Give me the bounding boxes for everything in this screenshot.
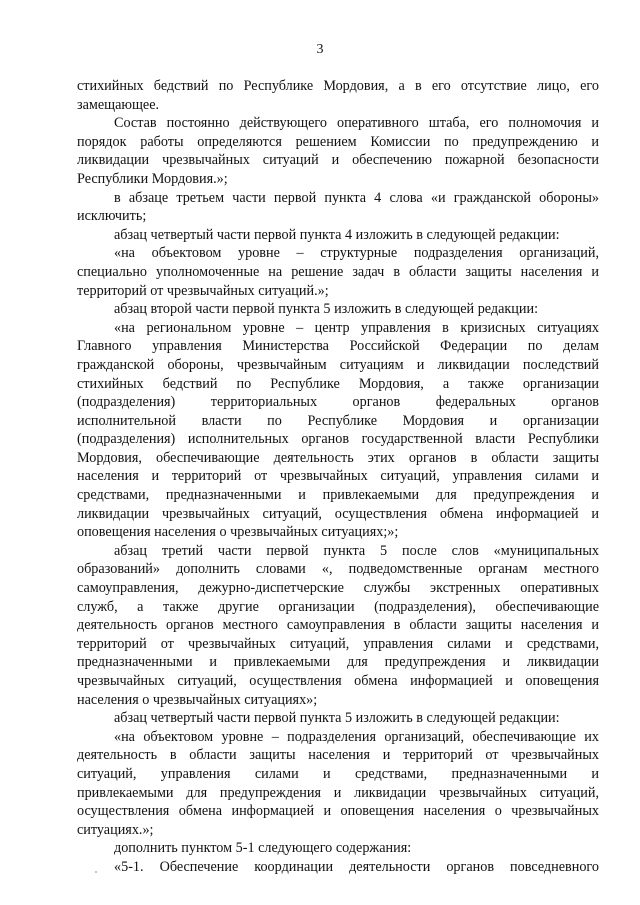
text-line: абзац второй части первой пункта 5 изложить в следующей редакции:: [114, 301, 539, 318]
text-line: населения о чрезвычайных ситуациях»;: [77, 691, 318, 708]
text-line: ситуаций, управления силами и средствами, предназначенными и: [77, 765, 599, 782]
text-line: оповещения населения о чрезвычайных ситуациях;»;: [77, 524, 399, 541]
text-line: Республики Мордовия.»;: [77, 170, 228, 187]
text-line: Состав постоянно действующего оперативного штаба, его полномочия и: [114, 115, 599, 132]
text-line: порядок работы определяются решением Комиссии по предупреждению и: [77, 133, 599, 150]
text-line: специально уполномоченные на решение задач в области защиты населения и: [77, 263, 599, 280]
text-line: гражданской обороны, чрезвычайным ситуациям и ликвидации последствий: [77, 356, 599, 373]
text-line: ликвидации чрезвычайных ситуаций и обеспечению пожарной безопасности: [77, 152, 599, 169]
text-line: абзац третий части первой пункта 5 после слов «муниципальных: [114, 542, 599, 559]
text-line: замещающее.: [77, 96, 160, 113]
text-line: (подразделения) территориальных органов федеральных органов: [77, 394, 599, 411]
text-line: населения и территорий от чрезвычайных ситуаций, управления силами и: [77, 468, 599, 485]
text-line: служб, а также другие организации (подразделения), обеспечивающие: [77, 598, 599, 615]
text-line: средствами, предназначенными и привлекаемыми для предупреждения и: [77, 487, 599, 504]
scan-speck: [95, 871, 97, 873]
text-line: «на объектовом уровне – структурные подразделения организаций,: [114, 245, 599, 262]
text-line: деятельность органов местного самоуправления в области защиты населения и: [77, 617, 599, 634]
text-line: чрезвычайных ситуаций, осуществления обмена информацией и оповещения: [77, 673, 599, 689]
text-line: осуществления обмена информацией и оповещения населения о чрезвычайных: [77, 803, 599, 820]
text-line: территорий от чрезвычайных ситуаций, управления силами и средствами,: [77, 635, 599, 652]
text-line: дополнить пунктом 5-1 следующего содержания:: [114, 840, 412, 857]
text-line: Мордовия, обеспечивающие деятельность этих органов в области защиты: [77, 449, 599, 466]
text-line: «на объектовом уровне – подразделения организаций, обеспечивающие их: [114, 728, 599, 745]
text-line: деятельность в области защиты населения и территорий от чрезвычайных: [77, 747, 599, 764]
text-line: стихийных бедствий по Республике Мордовия, а в его отсутствие лицо, его: [77, 78, 599, 94]
text-line: привлекаемыми для предупреждения и ликвидации чрезвычайных ситуаций,: [77, 784, 599, 801]
page-number: 3: [316, 42, 324, 57]
text-line: исключить;: [77, 208, 147, 225]
text-line: ситуациях.»;: [77, 821, 154, 838]
text-line: Главного управления Министерства Российской Федерации по делам: [77, 338, 599, 355]
text-line: в абзаце третьем части первой пункта 4 слова «и гражданской обороны»: [114, 189, 599, 206]
text-line: ликвидации чрезвычайных ситуаций, осуществления обмена информацией и: [77, 505, 599, 522]
document-body: [77, 77, 599, 877]
text-line: «на региональном уровне – центр управления в кризисных ситуациях: [114, 319, 599, 336]
text-line: абзац четвертый части первой пункта 5 изложить в следующей редакции:: [114, 710, 560, 727]
text-line: исполнительной власти по Республике Мордовия и организации: [77, 412, 599, 429]
text-line: самоуправления, дежурно-диспетчерские службы экстренных оперативных: [77, 580, 599, 597]
text-line: территорий от чрезвычайных ситуаций.»;: [77, 282, 329, 299]
text-line: предназначенными и привлекаемыми для предупреждения и ликвидации: [77, 654, 599, 671]
text-line: образований» дополнить словами «, подведомственные органам местного: [77, 561, 599, 578]
text-line: (подразделения) исполнительных органов государственной власти Республики: [77, 431, 599, 448]
text-line: «5-1. Обеспечение координации деятельности органов повседневного: [114, 858, 599, 875]
text-line: абзац четвертый части первой пункта 4 изложить в следующей редакции:: [114, 226, 560, 243]
text-line: стихийных бедствий по Республике Мордовия, а также организации: [77, 375, 599, 392]
